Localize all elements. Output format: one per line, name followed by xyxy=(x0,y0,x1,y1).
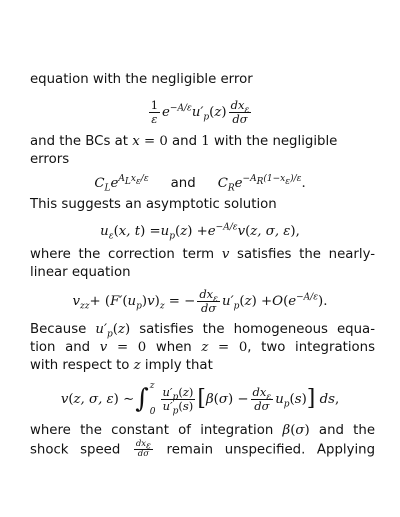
text-line-9: with respect to z imply that xyxy=(30,358,213,373)
text-line-4: This suggests an asymptotic solution xyxy=(30,197,277,212)
text-line-5: where the correction term v satisfies the nearly- xyxy=(30,247,376,262)
equation-boundary-errors: $C_Le^{A_Lx_\varepsilon/\varepsilon}$ and $C_Re^{-A_R(1-x_\varepsilon)/\varepsilon}$ . xyxy=(94,174,306,194)
text-line-11: shock speed $\frac{dx_\varepsilon}{d\sigma}$ remain unspecified. Applying xyxy=(30,439,376,459)
equation-asymptotic-solution: $u_\varepsilon$ ( x, t ) = $u_p$ ( z ) + $e^{-A/\varepsilon}v$ ( z, σ, ε ), xyxy=(100,222,300,242)
text-line-1: equation with the negligible error xyxy=(30,72,253,87)
equation-negligible-error: $\frac{1}{\varepsilon}$ $e^{-A/\varepsilon}u'_p$ ( z ) $\frac{dx_\varepsilon}{d\sigma}$ xyxy=(150,97,250,126)
text-line-7: Because $u'_p(z)$ satisfies the homogeneous equa- xyxy=(30,322,375,340)
text-line-2: and the BCs at x = 0 and 1 with the negligible xyxy=(30,134,338,149)
text-line-6: linear equation xyxy=(30,265,131,280)
text-line-3: errors xyxy=(30,152,70,167)
equation-integral: v ( z, σ, ε ) ∼ ∫ z 0 $\frac{u'_p(z)}{u'_p(s)}$ [ β ( σ ) − $\frac{dx_\varepsilon}{d\sigma}$ $u_p$ ( s ) ] ds , xyxy=(60,381,340,417)
text-line-8: tion and v = 0 when z = 0, two integrations xyxy=(30,340,375,355)
equation-correction: $v_{zz}$ + ( F′ ( $u_p$ ) v )$_z$ = − $\frac{dx_\varepsilon}{d\sigma}$ $u'_p$ ( z ) + O ( $e^{-A/\varepsilon}$ ). xyxy=(72,286,328,315)
text-line-10: where the constant of integration β(σ) and the xyxy=(30,423,375,438)
